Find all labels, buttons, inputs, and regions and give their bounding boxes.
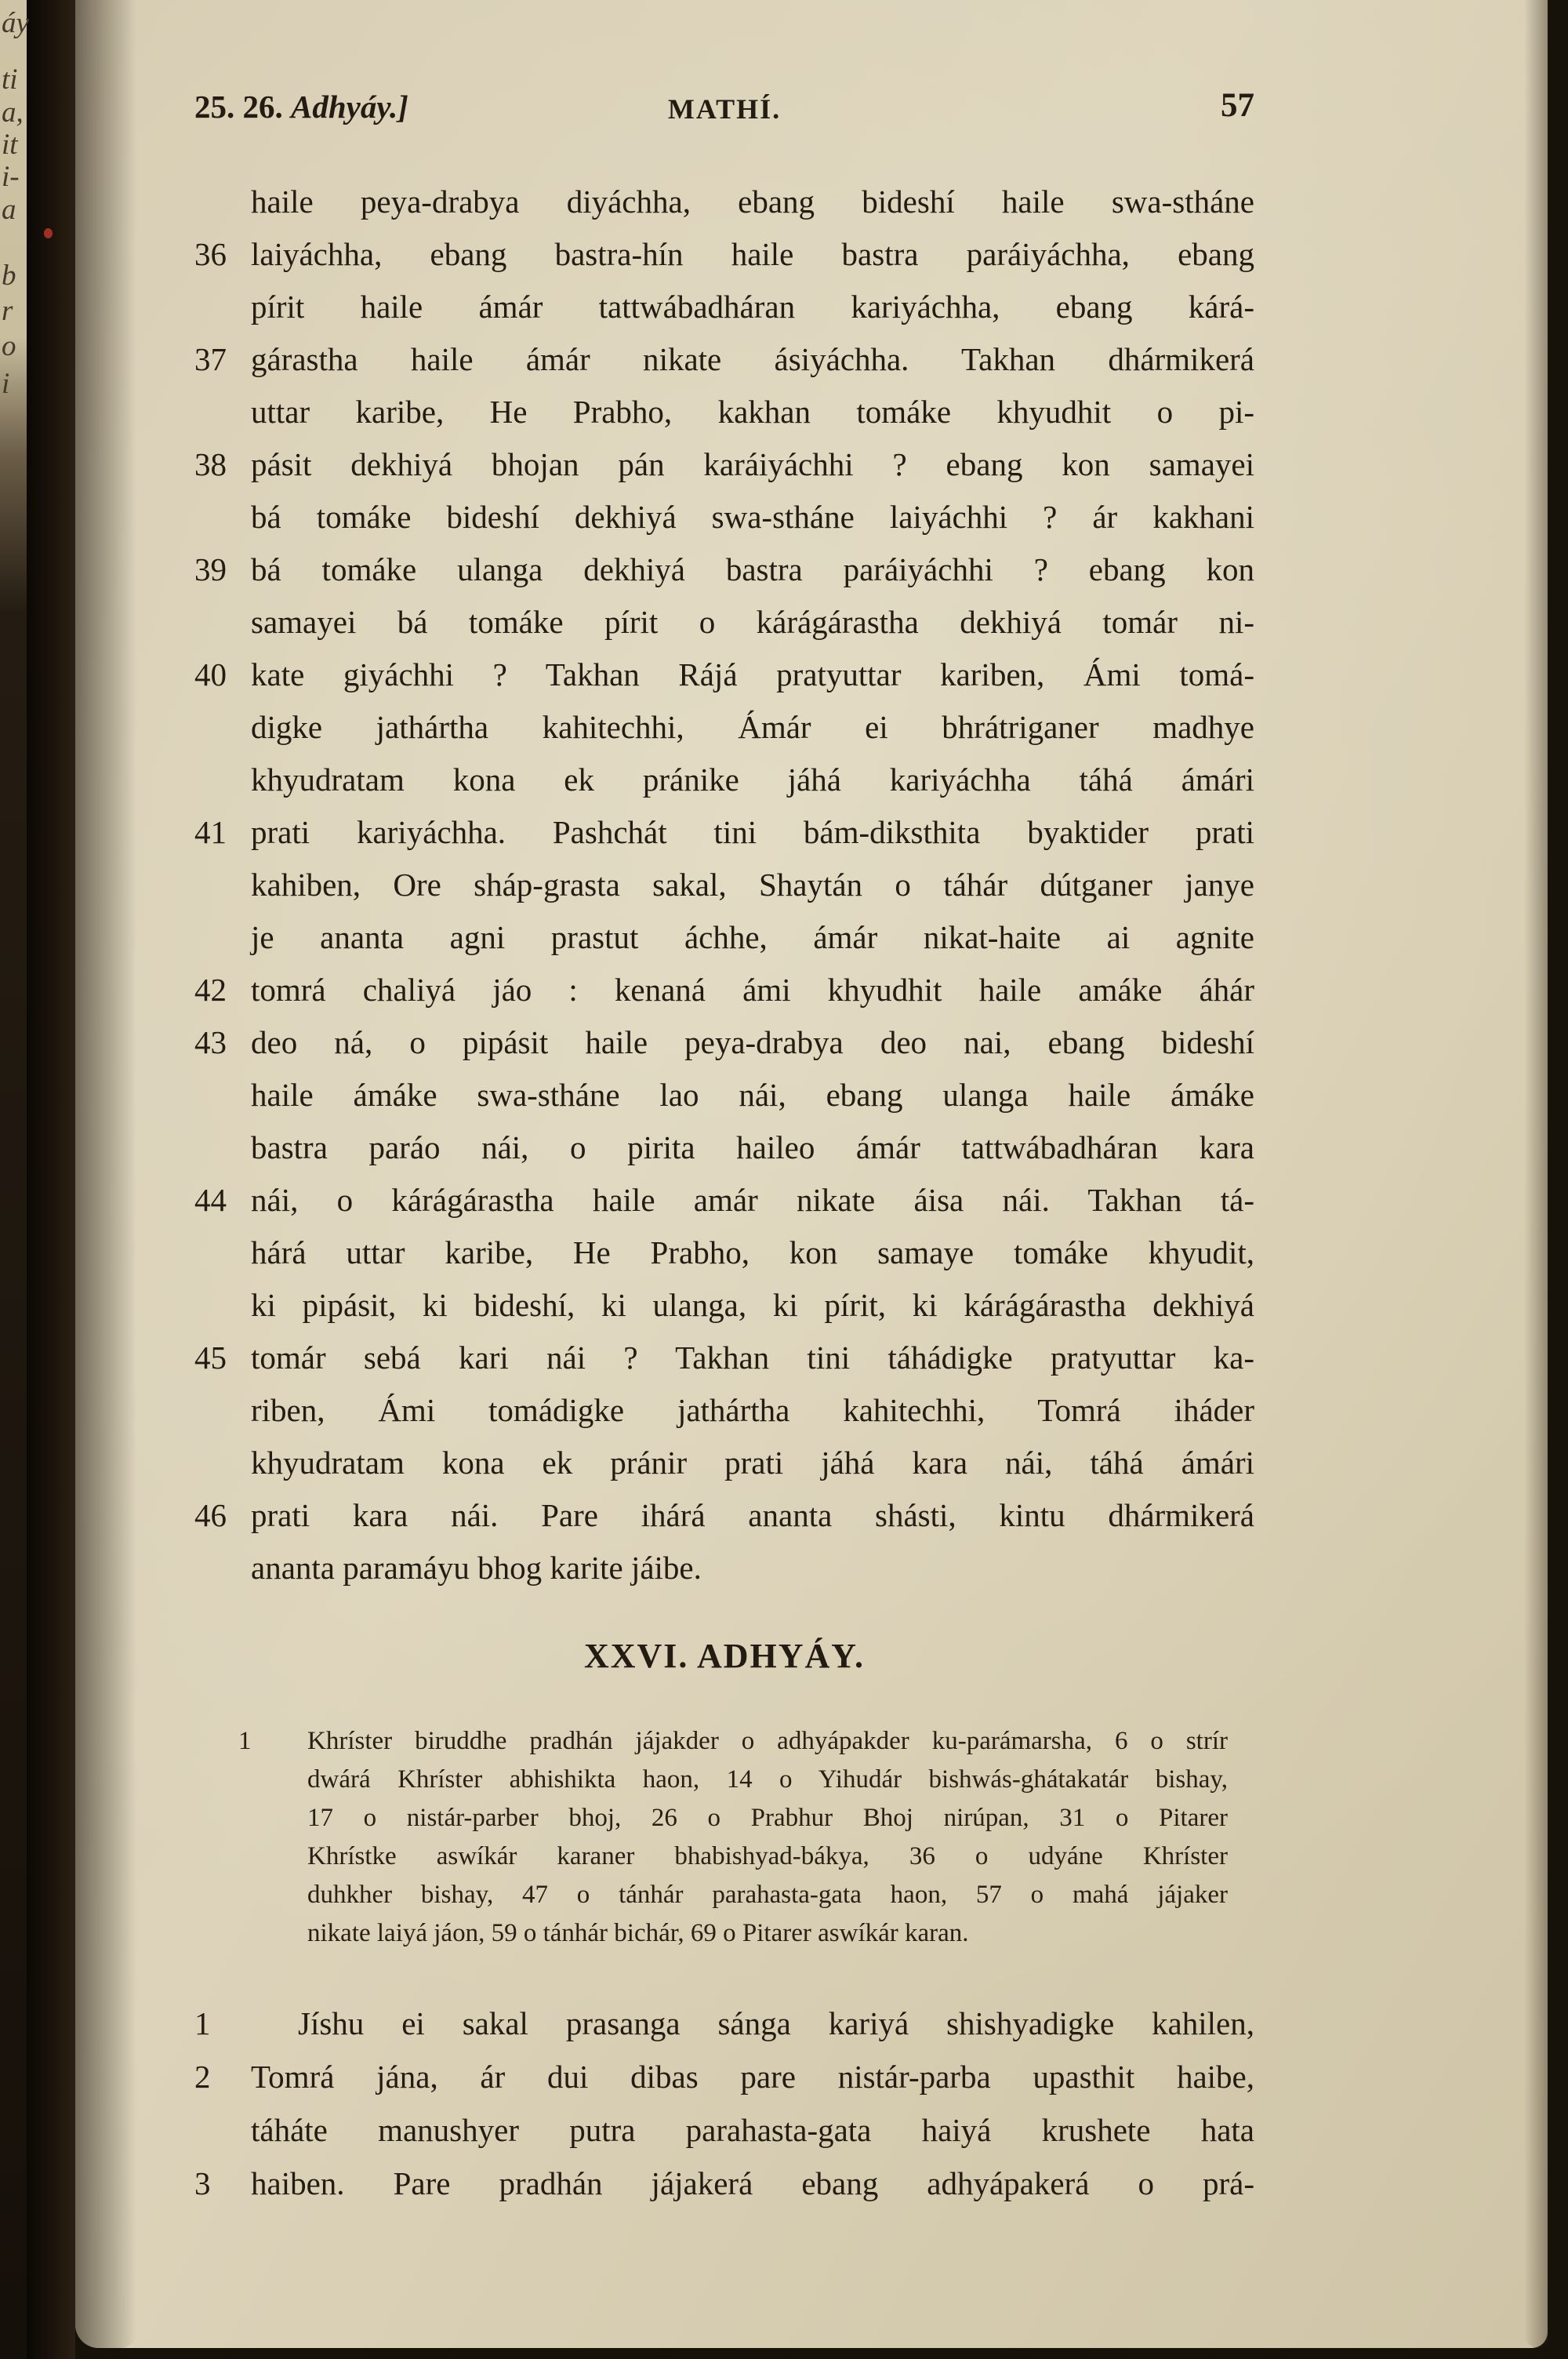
- text-line: [194, 754, 1254, 806]
- text-line: [194, 1174, 1254, 1227]
- line-text: ananta paramáyu bhog karite jáibe.: [251, 1550, 702, 1586]
- verse-number: 1: [194, 2005, 211, 2041]
- book-gutter-shadow: [27, 0, 75, 2359]
- verse-number: 40: [194, 656, 227, 692]
- text-line: [194, 1069, 1254, 1121]
- text-line: [194, 911, 1254, 964]
- text-line: [194, 2103, 1254, 2157]
- chapter-heading: XXVI. ADHYÁY.: [583, 1637, 866, 1675]
- line-text: laiyáchha, ebang bastra-hín haile bastra paráiyáchha, ebang: [251, 236, 1254, 272]
- chapter-numbers: 25. 26.: [194, 89, 283, 125]
- line-text: pírit haile ámár tattwábadháran kariyáchha, ebang kárá-: [251, 289, 1254, 325]
- verse-number: 42: [194, 972, 227, 1008]
- cutoff-text-fragment: ti: [2, 64, 18, 96]
- summary-line: [238, 1761, 1228, 1799]
- line-text: uttar karibe, He Prabho, kakhan tomáke khyudhit o pi-: [251, 394, 1254, 430]
- verse-number: [194, 754, 251, 806]
- line-text: Tomrá jána, ár dui dibas pare nistár-parba upasthit haibe,: [251, 2059, 1254, 2095]
- verse-number: [194, 1227, 251, 1279]
- cutoff-text-fragment: it: [2, 129, 18, 161]
- summary-verse-number: 1: [238, 1727, 252, 1755]
- text-line: [194, 386, 1254, 438]
- verse-number: [194, 1279, 251, 1332]
- summary-line-text: Khrístke aswíkár karaner bhabishyad-bákya, 36 o udyáne Khríster: [307, 1842, 1228, 1870]
- line-text: je ananta agni prastut áchhe, ámár nikat-haite ai agnite: [251, 919, 1254, 955]
- verse-number: 36: [194, 236, 227, 272]
- page-number: 57: [1221, 87, 1254, 124]
- text-line: [194, 859, 1254, 911]
- verse-number: [194, 1121, 251, 1174]
- summary-line-text: nikate laiyá jáon, 59 o tánhár bichár, 69 o Pitarer aswíkár karan.: [307, 1919, 969, 1947]
- verse-number: 41: [194, 814, 227, 850]
- summary-line-text: dwárá Khríster abhishikta haon, 14 o Yihudár bishwás-ghátakatár bishay,: [307, 1765, 1228, 1794]
- cutoff-text-fragment: áy: [2, 7, 29, 39]
- text-line: [194, 964, 1254, 1016]
- text-line: [194, 1016, 1254, 1069]
- opposite-page-edge: [0, 0, 27, 2359]
- text-line: [194, 649, 1254, 701]
- line-text: riben, Ámi tomádigke jathártha kahitechhi, Tomrá iháder: [251, 1392, 1254, 1428]
- verse-number: 2: [194, 2059, 211, 2095]
- summary-verse-number: [238, 1914, 307, 1953]
- text-line: [194, 491, 1254, 543]
- text-line: [194, 176, 1254, 228]
- verse-number: [194, 859, 251, 911]
- chapter-summary: [238, 1722, 1228, 1953]
- summary-verse-number: [238, 1876, 307, 1914]
- text-line: [194, 2157, 1254, 2210]
- verse-number: 43: [194, 1024, 227, 1060]
- summary-verse-number: [238, 1799, 307, 1837]
- text-line: [194, 1332, 1254, 1384]
- summary-line: [238, 1837, 1228, 1876]
- line-text: haile ámáke swa-stháne lao nái, ebang ulanga haile ámáke: [251, 1077, 1254, 1113]
- summary-line: [238, 1914, 1228, 1953]
- text-line: [194, 1227, 1254, 1279]
- cutoff-text-fragment: o: [2, 330, 16, 362]
- summary-line: [238, 1722, 1228, 1761]
- line-text: bá tomáke ulanga dekhiyá bastra paráiyáchhi ? ebang kon: [251, 551, 1254, 587]
- verse-number: [194, 701, 251, 754]
- line-text: prati kara nái. Pare ihárá ananta shásti, kintu dhármikerá: [251, 1497, 1254, 1533]
- red-ink-speck: [44, 228, 53, 238]
- text-line: [194, 1121, 1254, 1174]
- verse-number: [194, 386, 251, 438]
- summary-line-text: Khríster biruddhe pradhán jájakder o adhyápakder ku-parámarsha, 6 o strír: [307, 1727, 1228, 1755]
- verse-number: 45: [194, 1339, 227, 1376]
- line-text: prati kariyáchha. Pashchát tini bám-diksthita byaktider prati: [251, 814, 1254, 850]
- summary-verse-number: [238, 1761, 307, 1799]
- text-line: [194, 2050, 1254, 2103]
- line-text: hárá uttar karibe, He Prabho, kon samaye tomáke khyudit,: [251, 1234, 1254, 1270]
- verse-number: [194, 596, 251, 649]
- verse-number: [194, 491, 251, 543]
- cutoff-text-fragment: b: [2, 260, 16, 292]
- text-line: [194, 333, 1254, 386]
- line-text: khyudratam kona ek pránir prati jáhá kara nái, táhá ámári: [251, 1445, 1254, 1481]
- line-text: haiben. Pare pradhán jájakerá ebang adhyápakerá o prá-: [251, 2165, 1254, 2201]
- text-line: [194, 228, 1254, 281]
- line-text: digke jathártha kahitechhi, Ámár ei bhrátriganer madhye: [251, 709, 1254, 745]
- line-text: táháte manushyer putra parahasta-gata haiyá krushete hata: [251, 2112, 1254, 2148]
- line-text: bá tomáke bideshí dekhiyá swa-stháne laiyáchhi ? ár kakhani: [251, 499, 1254, 535]
- cutoff-text-fragment: r: [2, 295, 13, 327]
- text-line: [194, 438, 1254, 491]
- summary-line-text: duhkher bishay, 47 o tánhár parahasta-gata haon, 57 o mahá jájaker: [307, 1881, 1228, 1909]
- cutoff-text-fragment: a: [2, 194, 16, 226]
- text-line: [194, 1384, 1254, 1437]
- scripture-text-ch25: [194, 176, 1254, 1594]
- summary-line-text: 17 o nistár-parber bhoj, 26 o Prabhur Bhoj nirúpan, 31 o Pitarer: [307, 1804, 1228, 1832]
- text-line: [194, 806, 1254, 859]
- line-text: haile peya-drabya diyáchha, ebang bideshí haile swa-stháne: [251, 184, 1254, 220]
- text-line: [194, 1542, 1254, 1594]
- line-text: khyudratam kona ek pránike jáhá kariyáchha táhá ámári: [251, 761, 1254, 798]
- line-text: deo ná, o pipásit haile peya-drabya deo nai, ebang bideshí: [251, 1024, 1254, 1060]
- book-title: MATHÍ.: [667, 93, 782, 125]
- chapter-range-label: [194, 88, 408, 125]
- line-text: samayei bá tomáke pírit o kárágárastha dekhiyá tomár ni-: [251, 604, 1254, 640]
- verse-number: [194, 281, 251, 333]
- cutoff-text-fragment: a,: [2, 96, 24, 129]
- text-line: [194, 1437, 1254, 1489]
- verse-number: [194, 1069, 251, 1121]
- verse-number: 3: [194, 2165, 211, 2201]
- line-text: Jíshu ei sakal prasanga sánga kariyá shishyadigke kahilen,: [298, 2005, 1254, 2041]
- verse-number: 39: [194, 551, 227, 587]
- summary-line: [238, 1876, 1228, 1914]
- verse-number: [194, 1437, 251, 1489]
- line-text: nái, o kárágárastha haile amár nikate áisa nái. Takhan tá-: [251, 1182, 1254, 1218]
- text-line: [194, 1997, 1254, 2050]
- verse-number: 44: [194, 1182, 227, 1218]
- verse-number: [194, 176, 251, 228]
- summary-line: [238, 1799, 1228, 1837]
- line-text: kahiben, Ore sháp-grasta sakal, Shaytán o táhár dútganer janye: [251, 867, 1254, 903]
- cutoff-text-fragment: i: [2, 368, 10, 400]
- running-head: [194, 86, 1254, 136]
- text-line: [194, 543, 1254, 596]
- summary-verse-number: [238, 1837, 307, 1876]
- text-line: [194, 1279, 1254, 1332]
- scripture-text-ch26: [194, 1997, 1254, 2210]
- text-line: [194, 596, 1254, 649]
- verse-number: 46: [194, 1497, 227, 1533]
- line-text: bastra paráo nái, o pirita haileo ámár tattwábadháran kara: [251, 1129, 1254, 1165]
- text-line: [194, 701, 1254, 754]
- text-line: [194, 1489, 1254, 1542]
- book-page: [75, 0, 1548, 2348]
- verse-number: [194, 2103, 251, 2157]
- verse-number: [194, 1384, 251, 1437]
- chapter-word: Adhyáy.]: [291, 89, 408, 125]
- line-text: ki pipásit, ki bideshí, ki ulanga, ki pírit, ki kárágárastha dekhiyá: [251, 1287, 1254, 1323]
- text-line: [194, 281, 1254, 333]
- line-text: pásit dekhiyá bhojan pán karáiyáchhi ? ebang kon samayei: [251, 446, 1254, 482]
- line-text: kate giyáchhi ? Takhan Rájá pratyuttar kariben, Ámi tomá-: [251, 656, 1254, 692]
- line-text: tomár sebá kari nái ? Takhan tini táhádigke pratyuttar ka-: [251, 1339, 1254, 1376]
- line-text: tomrá chaliyá jáo : kenaná ámi khyudhit haile amáke áhár: [251, 972, 1254, 1008]
- verse-number: [194, 1542, 251, 1594]
- verse-number: 38: [194, 446, 227, 482]
- cutoff-text-fragment: i-: [2, 161, 20, 193]
- line-text: gárastha haile ámár nikate ásiyáchha. Takhan dhármikerá: [251, 341, 1254, 377]
- verse-number: 37: [194, 341, 227, 377]
- verse-number: [194, 911, 251, 964]
